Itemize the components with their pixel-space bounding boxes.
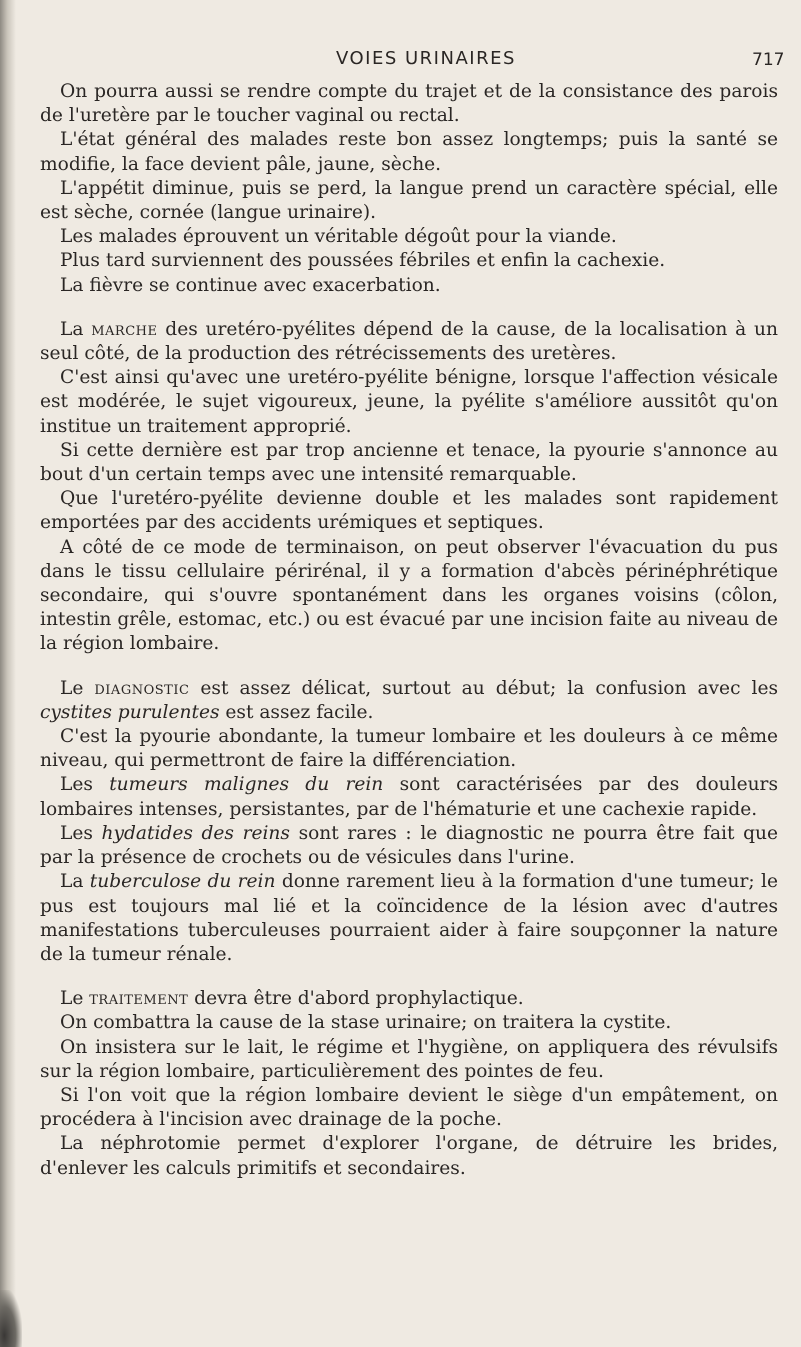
page-binding-edge: [0, 0, 16, 1347]
page-header: [0, 40, 801, 70]
section-keyword: diagnostic: [94, 677, 190, 699]
italic-term: tumeurs malignes du rein: [109, 774, 384, 796]
paragraph: Si l'on voit que la région lombaire devient le siège d'un empâtement, on procédera à l'incision avec drainage de la poche.: [40, 1084, 778, 1131]
paragraph: On combattra la cause de la stase urinaire; on traitera la cystite.: [60, 1012, 672, 1034]
section-marche: La marche des uretéro-pyélites dépend de la cause, de la localisation à un seul côté, de la production des rétrécissements des uretères.: [40, 318, 779, 365]
paragraph: On insistera sur le lait, le régime et l'hygiène, on appliquera des révulsifs sur la région lombaire, particulièrement des pointes de feu.: [40, 1036, 778, 1082]
paragraph: La tuberculose du rein donne rarement lieu à la formation d'une tumeur; le pus est toujours mal lié et la coïncidence de la lésion avec d'autres manifestations tuberculeuses pourraient aider à faire soupçonner la nature de la tumeur rénale.: [40, 871, 778, 965]
paragraph: Si cette dernière est par trop ancienne et tenace, la pyourie s'annonce au bout d'un certain temps avec une intensité remarquable.: [40, 439, 778, 486]
italic-term: tuberculose du rein: [89, 871, 276, 893]
italic-term: cystites purulentes: [40, 701, 220, 723]
paragraph: Plus tard surviennent des poussées fébriles et enfin la cachexie.: [60, 250, 666, 272]
paragraph: La fièvre se continue avec exacerbation.: [60, 274, 441, 296]
paragraph: L'appétit diminue, puis se perd, la langue prend un caractère spécial, elle est sèche, cornée (langue urinaire).: [40, 177, 778, 224]
section-traitement: Le traitement devra être d'abord prophylactique.: [60, 988, 524, 1010]
section-keyword: traitement: [89, 988, 189, 1010]
paragraph: C'est la pyourie abondante, la tumeur lombaire et les douleurs à ce même niveau, qui permettront de faire la différenciation.: [40, 726, 778, 772]
italic-term: hydatides des reins: [101, 822, 290, 844]
paragraph: On pourra aussi se rendre compte du trajet et de la consistance des parois de l'uretère par le toucher vaginal ou rectal.: [40, 81, 778, 127]
paragraph: A côté de ce mode de terminaison, on peut observer l'évacuation du pus dans le tissu cellulaire périrénal, il y a formation d'abcès périnéphrétique secondaire, qui s'ouvre spontanément dans les organes voisins (côlon, intestin grêle, estomac, etc.) ou est évacué par une incision faite au niveau de la région lombaire.: [40, 536, 778, 655]
section-keyword: marche: [91, 318, 158, 340]
paragraph: Les hydatides des reins sont rares : le diagnostic ne pourra être fait que par la présence de crochets ou de vésicules dans l'urine.: [40, 822, 778, 869]
section-diagnostic: Le diagnostic est assez délicat, surtout au début; la confusion avec les cystites purulentes est assez facile.: [40, 677, 778, 723]
paragraph: L'état général des malades reste bon assez longtemps; puis la santé se modifie, la face devient pâle, jaune, sèche.: [40, 129, 778, 175]
running-head: VOIES URINAIRES: [336, 48, 516, 69]
paragraph: C'est ainsi qu'avec une uretéro-pyélite bénigne, lorsque l'affection vésicale est modérée, le sujet vigoureux, jeune, la pyélite s'améliore aussitôt qu'on institue un traitement approprié.: [40, 367, 778, 437]
body-text: [40, 80, 778, 1181]
page-corner-stain: [0, 1290, 22, 1347]
paragraph: Les tumeurs malignes du rein sont caractérisées par des douleurs lombaires intenses, persistantes, par de l'hématurie et une cachexie rapide.: [40, 774, 778, 820]
paragraph: Les malades éprouvent un véritable dégoût pour la viande.: [60, 226, 617, 248]
paragraph: Que l'uretéro-pyélite devienne double et les malades sont rapidement emportées par des accidents urémiques et septiques.: [40, 488, 778, 534]
page-number: 717: [752, 50, 785, 70]
paragraph: La néphrotomie permet d'explorer l'organe, de détruire les brides, d'enlever les calculs primitifs et secondaires.: [40, 1133, 778, 1179]
